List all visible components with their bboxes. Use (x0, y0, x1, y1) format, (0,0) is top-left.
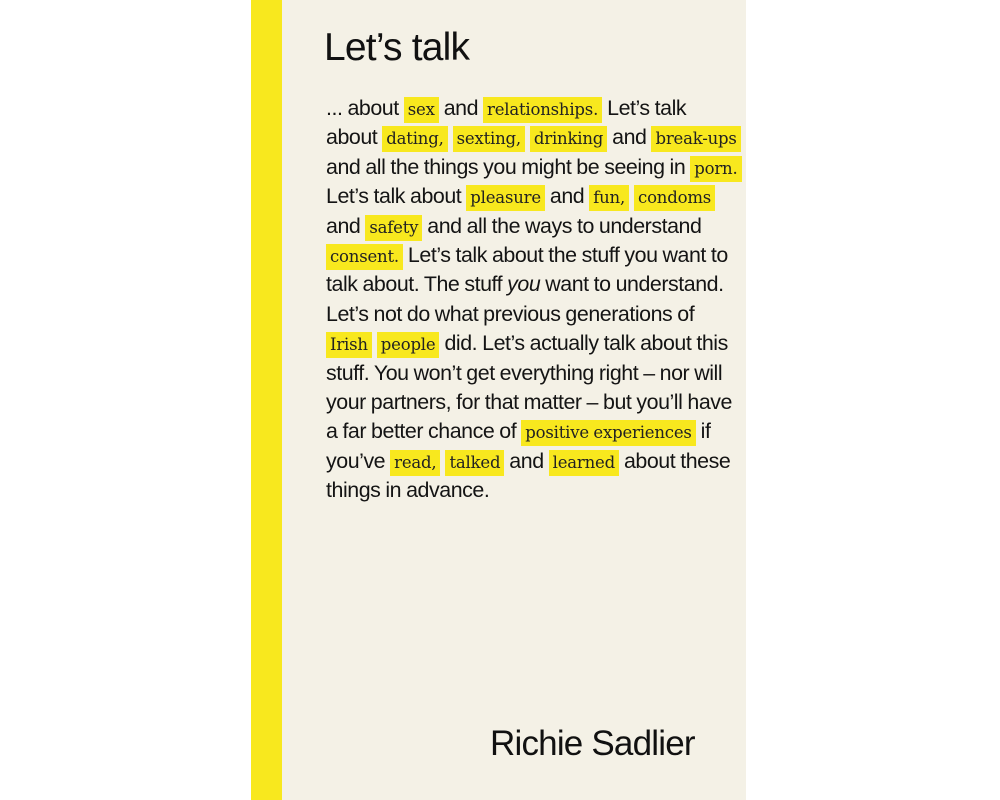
highlighted-keyword: people (377, 332, 440, 358)
highlighted-keyword: dating, (382, 126, 447, 152)
blurb-segment: did. Let’s actually talk about this stuff. You won’t get everything right – nor will your partners, for that matter – but you’ll have a far better chance of (326, 331, 732, 444)
highlighted-keyword: learned (549, 450, 619, 476)
blurb-segment: and (544, 184, 590, 209)
blurb-segment: and (326, 213, 366, 238)
highlighted-keyword: Irish (326, 332, 372, 358)
highlighted-keyword: pleasure (466, 185, 545, 211)
blurb-segment: if you’ve (326, 419, 711, 473)
highlighted-keyword: read, (390, 450, 440, 476)
author-name: Richie Sadlier (490, 724, 695, 763)
blurb-text (326, 94, 742, 506)
highlighted-keyword: sexting, (453, 126, 525, 152)
highlighted-keyword: condoms (634, 185, 715, 211)
blurb-segment: and all the things you might be seeing in (326, 154, 691, 179)
blurb-segment: and (438, 96, 484, 120)
book-title: Let’s talk (324, 26, 470, 69)
blurb-segment: want to understand. Let’s not do what previous generations of (326, 272, 724, 326)
highlighted-keyword: porn. (690, 156, 741, 182)
highlighted-keyword: relationships. (483, 97, 602, 123)
blurb-segment: and (504, 448, 549, 473)
emphasis-text: you (507, 272, 541, 297)
highlighted-keyword: sex (404, 97, 439, 123)
blurb-segment: Let’s talk about (326, 184, 467, 209)
blurb-segment: Let’s talk about (326, 96, 687, 150)
highlighted-keyword: break-ups (651, 126, 740, 152)
highlighted-keyword: drinking (530, 126, 607, 152)
yellow-spine-stripe (251, 0, 282, 800)
book-cover (251, 0, 746, 800)
highlighted-keyword: safety (365, 215, 422, 241)
blurb-segment: Let’s talk about the stuff you want to talk about. The stuff (326, 243, 728, 297)
blurb-segment: ... about (326, 96, 404, 120)
highlighted-keyword: positive experiences (521, 420, 695, 446)
blurb-segment: and (607, 125, 652, 150)
blurb-segment: and all the ways to understand (422, 213, 702, 238)
highlighted-keyword: fun, (589, 185, 629, 211)
blurb-segment: about these things in advance. (326, 448, 731, 503)
highlighted-keyword: consent. (326, 244, 403, 270)
highlighted-keyword: talked (445, 450, 504, 476)
